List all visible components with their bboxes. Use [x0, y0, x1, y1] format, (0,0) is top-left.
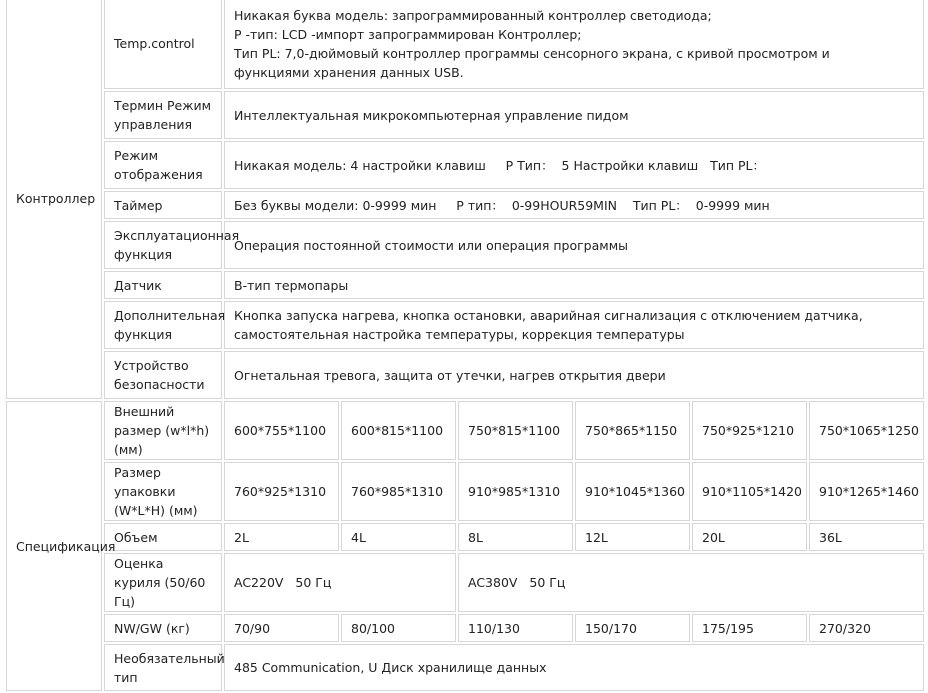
cell: 760*985*1310: [341, 462, 456, 521]
row-value: Без буквы модели: 0-9999 мин P тип： 0-99HOUR59MIN Тип PL： 0-9999 мин: [224, 191, 924, 219]
temp-control-value: Никакая буква модель: запрограммированный контроллер светодиода; P -тип: LCD -импорт запрограммирован Контроллер; Тип PL: 7,0-дюймовый контроллер программы сенсорного экрана, с кривой просмотром и функциями хранения данных USB.: [224, 0, 924, 89]
cell: 910*985*1310: [458, 462, 573, 521]
cell: AC380V 50 Гц: [458, 553, 924, 612]
row-value: 485 Communication, U Диск хранилище данных: [224, 644, 924, 691]
row-value: Интеллектуальная микрокомпьютерная управление пидом: [224, 91, 924, 139]
cell: 910*1045*1360: [575, 462, 690, 521]
cell: 36L: [809, 523, 924, 551]
cell: 70/90: [224, 614, 339, 642]
row-value: B-тип термопары: [224, 271, 924, 299]
cell: 150/170: [575, 614, 690, 642]
row-label: Режим отображения: [104, 141, 222, 189]
cell: 910*1105*1420: [692, 462, 807, 521]
table-row: [6, 462, 924, 521]
table-row: [6, 523, 924, 551]
category-controller: Контроллер: [6, 0, 102, 399]
table-row: [6, 614, 924, 642]
cell: 4L: [341, 523, 456, 551]
category-spec: Спецификация: [6, 401, 102, 691]
table-row: [6, 644, 924, 691]
cell: 750*1065*1250: [809, 401, 924, 460]
cell: 80/100: [341, 614, 456, 642]
cell: 2L: [224, 523, 339, 551]
table-row: [6, 271, 924, 299]
table-row: [6, 401, 924, 460]
table-row: [6, 0, 924, 89]
row-label: Таймер: [104, 191, 222, 219]
table-row: [6, 351, 924, 399]
table-row: [6, 221, 924, 269]
cell: 750*865*1150: [575, 401, 690, 460]
cell: 760*925*1310: [224, 462, 339, 521]
cell: 600*815*1100: [341, 401, 456, 460]
row-label: Temp.control: [104, 0, 222, 89]
row-label: Эксплуатационная функция: [104, 221, 222, 269]
table-row: [6, 191, 924, 219]
row-value: Кнопка запуска нагрева, кнопка остановки, аварийная сигнализация с отключением датчика, самостоятельная настройка температуры, коррекция температуры: [224, 301, 924, 349]
row-label: Внешний размер (w*l*h) (мм): [104, 401, 222, 460]
row-value: Огнетальная тревога, защита от утечки, нагрев открытия двери: [224, 351, 924, 399]
row-label: Устройство безопасности: [104, 351, 222, 399]
row-label: Термин Режим управления: [104, 91, 222, 139]
table-row: [6, 91, 924, 139]
spec-table: [4, 0, 926, 693]
table-row: [6, 141, 924, 189]
table-row: [6, 301, 924, 349]
cell: 110/130: [458, 614, 573, 642]
cell: 750*925*1210: [692, 401, 807, 460]
row-label: Необязательный тип: [104, 644, 222, 691]
row-label: Дополнительная функция: [104, 301, 222, 349]
cell: 750*815*1100: [458, 401, 573, 460]
cell: 20L: [692, 523, 807, 551]
table-row: [6, 553, 924, 612]
cell: AC220V 50 Гц: [224, 553, 456, 612]
cell: 175/195: [692, 614, 807, 642]
row-label: Датчик: [104, 271, 222, 299]
cell: 8L: [458, 523, 573, 551]
cell: 910*1265*1460: [809, 462, 924, 521]
row-value: Операция постоянной стоимости или операция программы: [224, 221, 924, 269]
row-label: NW/GW (кг): [104, 614, 222, 642]
row-label: Размер упаковки (W*L*H) (мм): [104, 462, 222, 521]
cell: 600*755*1100: [224, 401, 339, 460]
cell: 12L: [575, 523, 690, 551]
row-label: Объем: [104, 523, 222, 551]
row-value: Никакая модель: 4 настройки клавиш P Тип： 5 Настройки клавиш Тип PL：: [224, 141, 924, 189]
cell: 270/320: [809, 614, 924, 642]
row-label: Оценка куриля (50/60 Гц): [104, 553, 222, 612]
